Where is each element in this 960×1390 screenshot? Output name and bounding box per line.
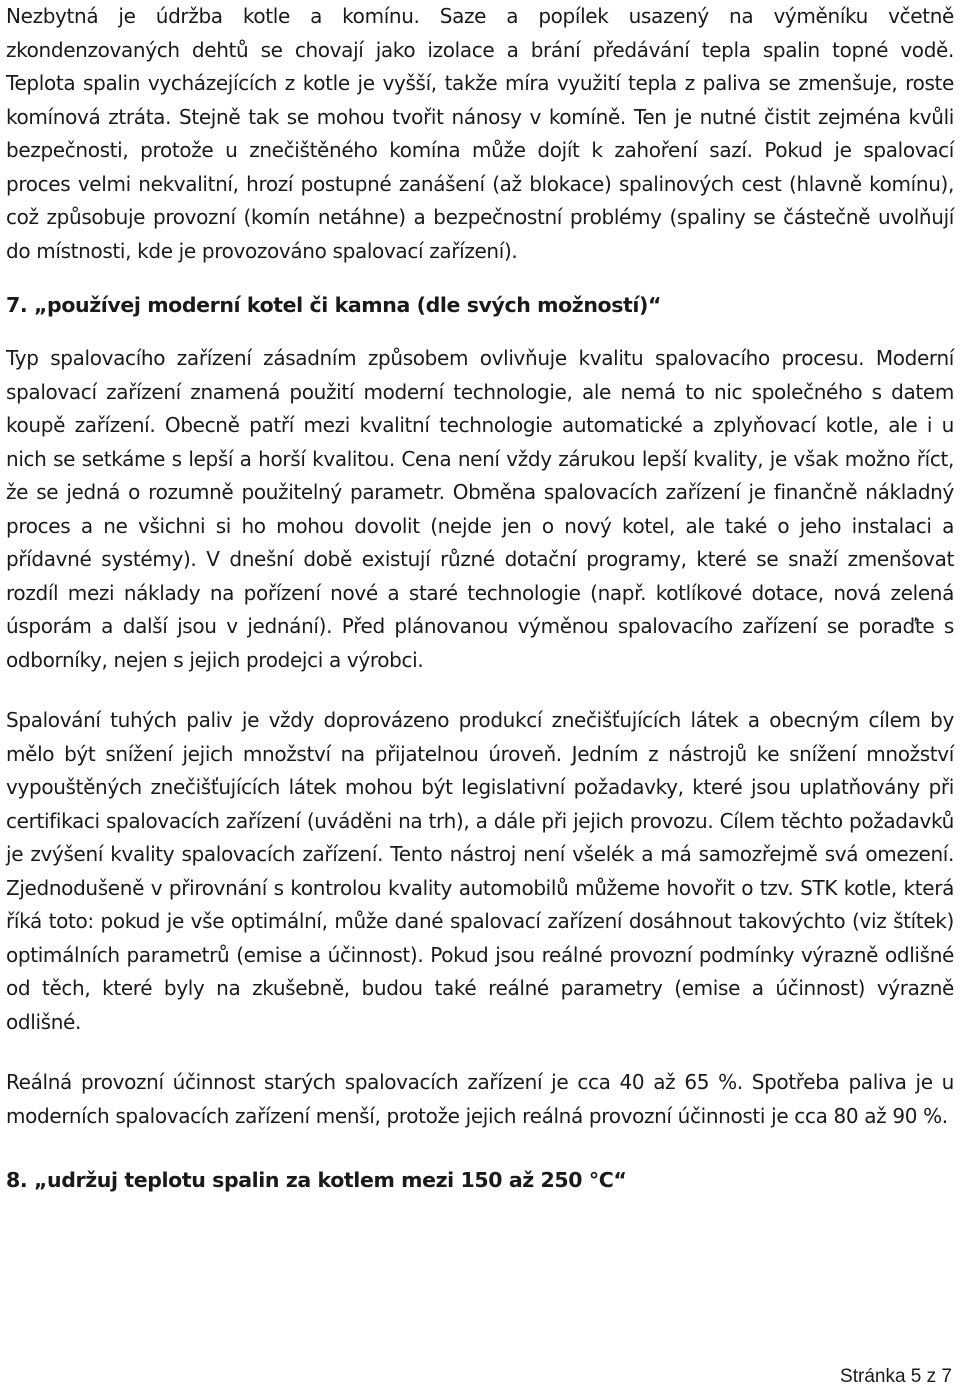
paragraph-efficiency: Reálná provozní účinnost starých spalovacích zařízení je cca 40 až 65 %. Spotřeba paliva je u moderních spalovacích zařízení menší, protože jejich reálná provozní účinnosti je cca 80 až 90 %. [6,1070,954,1128]
spacer [6,320,954,342]
section-heading-7: 7. „používej moderní kotel či kamna (dle svých možností)“ [6,293,662,317]
spacer [6,677,954,704]
paragraph-modern-boiler: Typ spalovacího zařízení zásadním způsobem ovlivňuje kvalitu spalovacího procesu. Moderní spalovací zařízení znamená použití moderní technologie, ale nemá to nic společného s datem koupě zařízení. Obecně patří mezi kvalitní technologie automatické a zplyňovací kotle, ale i u nich se setkáme s lepší a horší kvalitou. Cena není vždy zárukou lepší kvality, je však možno říct, že se jedná o rozumně použitelný parametr. Obměna spalovacích zařízení je finančně nákladný proces a ne všichni si ho mohou dovolit (nejde jen o nový kotel, ale také o jeho instalaci a přídavné systémy). V dnešní době existují různé dotační programy, které se snaží zmenšovat rozdíl mezi náklady na pořízení nové a staré technologie (např. kotlíkové dotace, nová zelená úsporám a další jsou v jednání). Před plánovanou výměnou spalovacího zařízení se poraďte s odborníky, nejen s jejich prodejci a výrobci. [6,346,954,672]
section-heading-8: 8. „udržuj teplotu spalin za kotlem mezi 150 až 250 °C“ [6,1168,627,1192]
spacer [6,1039,954,1066]
spacer [6,268,954,290]
paragraph-boiler-maintenance: Nezbytná je údržba kotle a komínu. Saze a popílek usazený na výměníku včetně zkondenzovaných dehtů se chovají jako izolace a brání předávání tepla spalin topné vodě. Teplota spalin vycházejících z kotle je vyšší, takže míra využití tepla z paliva se zmenšuje, roste komínová ztráta. Stejně tak se mohou tvořit nánosy v komíně. Ten je nutné čistit zejména kvůli bezpečnosti, protože u znečištěného komína může dojít k zahoření sazí. Pokud je spalovací proces velmi nekvalitní, hrozí postupné zanášení (až blokace) spalinových cest (hlavně komínu), což způsobuje provozní (komín netáhne) a bezpečnostní problémy (spaliny se částečně uvolňují do místnosti, kde je provozováno spalovací zařízení). [6,4,954,263]
document-page [6,0,954,1195]
paragraph-legislation: Spalování tuhých paliv je vždy doprovázeno produkcí znečišťujících látek a obecným cílem by mělo být snížení jejich množství na přijatelnou úroveň. Jedním z nástrojů ke snížení množství vypouštěných znečišťujících látek mohou být legislativní požadavky, které jsou uplatňovány při certifikaci spalovacích zařízení (uváděni na trh), a dále při jejich provozu. Cílem těchto požadavků je zvýšení kvality spalovacích zařízení. Tento nástroj není všelék a má samozřejmě svá omezení. Zjednodušeně v přirovnání s kontrolou kvality automobilů můžeme hovořit o tzv. STK kotle, která říká toto: pokud je vše optimální, může dané spalovací zařízení dosáhnout takovýchto (viz štítek) optimálních parametrů (emise a účinnost). Pokud jsou reálné provozní podmínky výrazně odlišné od těch, které byly na zkušebně, budou také reálné parametry (emise a účinnost) výrazně odlišné. [6,708,954,1034]
spacer [6,1133,954,1165]
page-number: Stránka 5 z 7 [840,1366,952,1387]
